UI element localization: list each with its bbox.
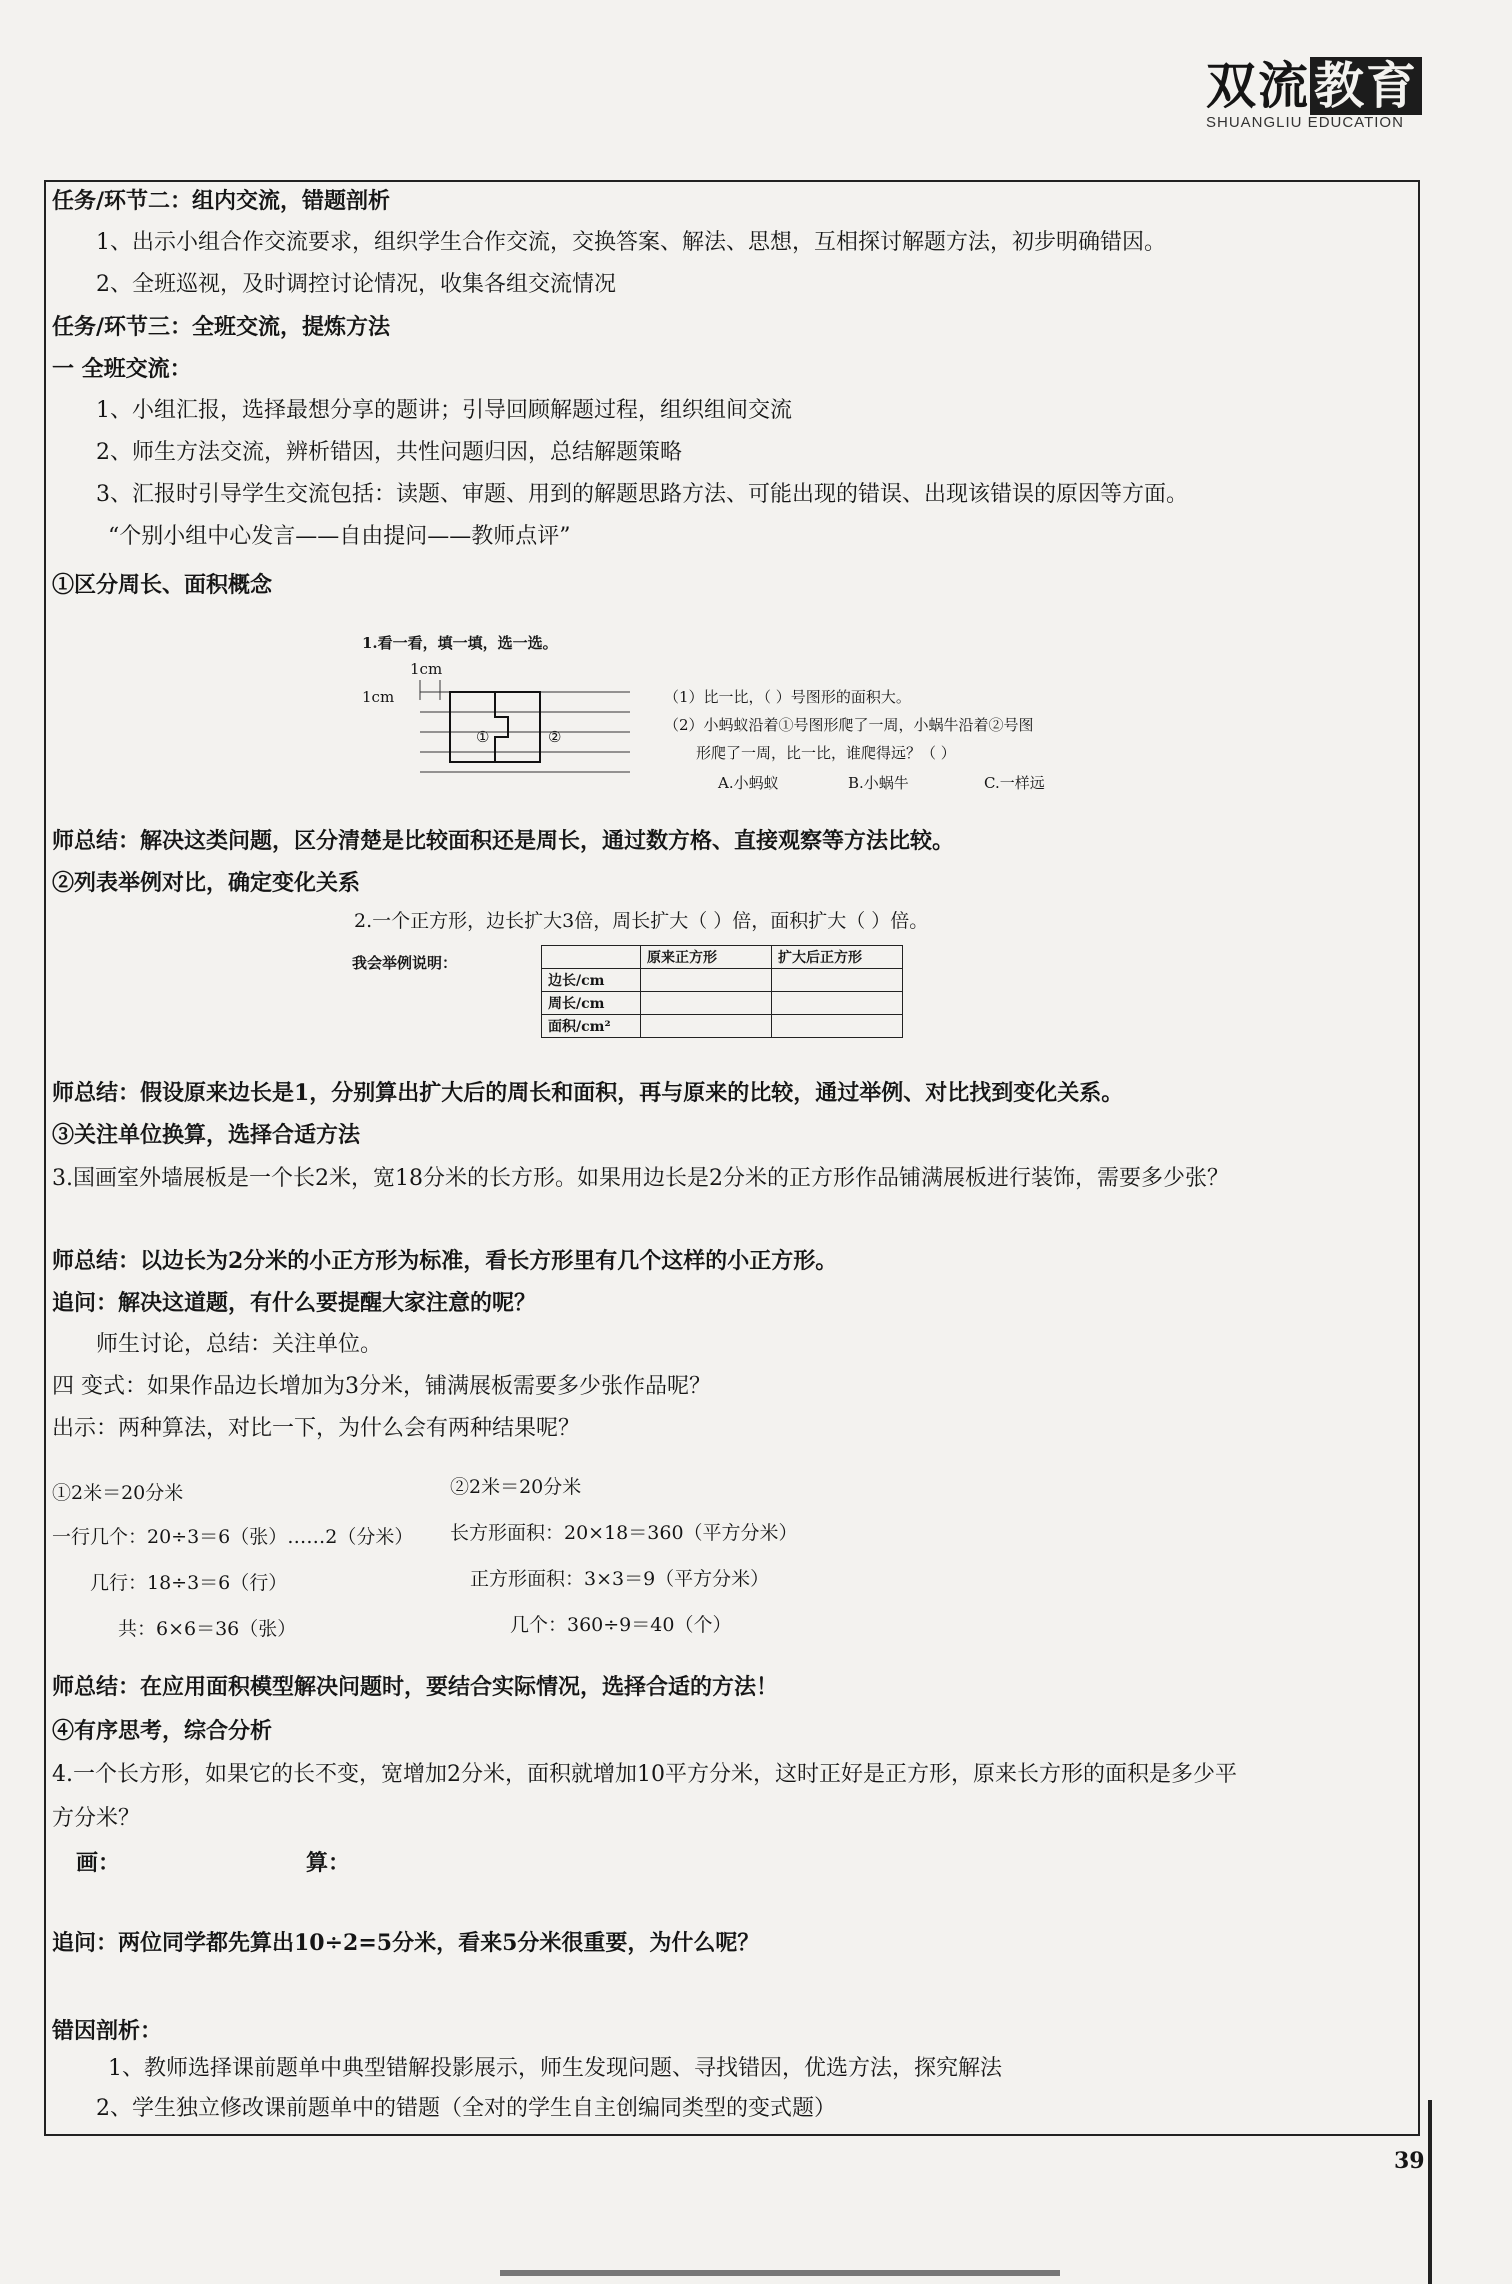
teacher-summary: 师总结：假设原来边长是1，分别算出扩大后的周长和面积，再与原来的比较，通过举例、对比找到变化关系。: [52, 1080, 1124, 1106]
follow-up-question: 追问：两位同学都先算出10÷2=5分米，看来5分米很重要，为什么呢？: [52, 1930, 760, 1956]
method-1-line: 几行：18÷3＝6（行）: [90, 1572, 288, 1594]
figure-question-2-cont: 形爬了一周，比一比，谁爬得远？（ ）: [696, 744, 956, 762]
error-analysis-heading: 错因剖析：: [52, 2018, 163, 2044]
topic-heading: ④有序思考，综合分析: [52, 1718, 273, 1744]
section-heading: 任务/环节三：全班交流，提炼方法: [52, 314, 391, 340]
quote-line: “个别小组中心发言——自由提问——教师点评”: [108, 524, 571, 549]
figure-question-2: （2）小蚂蚁沿着①号图形爬了一周，小蜗牛沿着②号图: [664, 716, 1034, 734]
shape-2-label: ②: [548, 728, 562, 746]
logo-text: 双流: [1206, 57, 1310, 115]
table-cell: [641, 992, 772, 1015]
method-1-line: 共：6×6＝36（张）: [118, 1618, 297, 1640]
method-1-line: ①2米＝20分米: [52, 1482, 184, 1504]
page-edge-bar: [1428, 2100, 1432, 2284]
topic-heading: ②列表举例对比，确定变化关系: [52, 870, 361, 896]
topic-heading: ①区分周长、面积概念: [52, 572, 273, 598]
topic-heading: ③关注单位换算，选择合适方法: [52, 1122, 361, 1148]
text-line: 3、汇报时引导学生交流包括：读题、审题、用到的解题思路方法、可能出现的错误、出现该错误的原因等方面。: [96, 482, 1189, 507]
text-line: 1、教师选择课前题单中典型错解投影展示，师生发现问题、寻找错因，优选方法，探究解法: [108, 2056, 1003, 2081]
table-cell: [772, 992, 903, 1015]
page-number: 39: [1394, 2148, 1425, 2174]
draw-label: 画：: [76, 1850, 121, 1876]
question-3: 3.国画室外墙展板是一个长2米，宽18分米的长方形。如果用边长是2分米的正方形作品铺满展板进行装饰，需要多少张？: [52, 1166, 1229, 1191]
table-cell: [641, 1015, 772, 1038]
text-line: 师生讨论，总结：关注单位。: [96, 1332, 383, 1357]
method-2-line: 长方形面积：20×18＝360（平方分米）: [450, 1522, 798, 1544]
teacher-summary: 师总结：在应用面积模型解决问题时，要结合实际情况，选择合适的方法！: [52, 1674, 779, 1700]
teacher-summary: 师总结：解决这类问题，区分清楚是比较面积还是周长，通过数方格、直接观察等方法比较。: [52, 828, 955, 854]
table-row-label: 边长/cm: [542, 969, 641, 992]
unit-label-top: 1cm: [410, 660, 443, 678]
example-table: [541, 945, 903, 1038]
grid-drawing: [400, 672, 640, 782]
brand-logo: [1206, 58, 1446, 131]
table-cell: [772, 1015, 903, 1038]
follow-up-question: 追问：解决这道题，有什么要提醒大家注意的呢？: [52, 1290, 537, 1316]
table-header: 原来正方形: [641, 946, 772, 969]
text-line: 2、师生方法交流，辨析错因，共性问题归因，总结解题策略: [96, 440, 682, 465]
unit-label-left: 1cm: [362, 688, 395, 706]
table-cell: [772, 969, 903, 992]
question-4-cont: 方分米？: [52, 1806, 141, 1831]
question-2: 2.一个正方形，边长扩大3倍，周长扩大（ ）倍，面积扩大（ ）倍。: [354, 910, 929, 932]
scan-edge: [500, 2270, 1060, 2276]
figure-title: 1.看一看，填一填，选一选。: [362, 634, 558, 652]
calc-label: 算：: [306, 1850, 351, 1876]
text-line: 2、学生独立修改课前题单中的错题（全对的学生自主创编同类型的变式题）: [96, 2096, 836, 2121]
table-row-label: 周长/cm: [542, 992, 641, 1015]
option-b: B.小蜗牛: [848, 774, 909, 792]
text-line: 2、全班巡视，及时调控讨论情况，收集各组交流情况: [96, 272, 616, 297]
figure-question-1: （1）比一比，（ ）号图形的面积大。: [664, 688, 911, 706]
shape-1-label: ①: [476, 728, 490, 746]
method-2-line: 正方形面积：3×3＝9（平方分米）: [470, 1568, 770, 1590]
text-line: 出示：两种算法，对比一下，为什么会有两种结果呢？: [52, 1416, 581, 1441]
example-label: 我会举例说明：: [352, 954, 458, 972]
text-line: 1、出示小组合作交流要求，组织学生合作交流，交换答案、解法、思想，互相探讨解题方法，初步明确错因。: [96, 230, 1167, 255]
table-row-label: 面积/cm²: [542, 1015, 641, 1038]
logo-subtitle: SHUANGLIU EDUCATION: [1206, 114, 1404, 131]
subheading: 一 全班交流：: [52, 356, 192, 382]
table-cell: [641, 969, 772, 992]
option-a: A.小蚂蚁: [718, 774, 779, 792]
lesson-frame: [44, 180, 1420, 2136]
logo-text-box: 教育: [1310, 57, 1422, 115]
question-4: 4.一个长方形，如果它的长不变，宽增加2分米，面积就增加10平方分米，这时正好是正方形，原来长方形的面积是多少平: [52, 1762, 1237, 1787]
method-2-line: 几个：360÷9＝40（个）: [510, 1614, 732, 1636]
teacher-summary: 师总结：以边长为2分米的小正方形为标准，看长方形里有几个这样的小正方形。: [52, 1248, 838, 1274]
variation-line: 四 变式：如果作品边长增加为3分米，铺满展板需要多少张作品呢？: [52, 1374, 711, 1399]
table-header: [542, 946, 641, 969]
table-header: 扩大后正方形: [772, 946, 903, 969]
method-2-line: ②2米＝20分米: [450, 1476, 582, 1498]
section-heading: 任务/环节二：组内交流，错题剖析: [52, 188, 391, 214]
option-c: C.一样远: [984, 774, 1045, 792]
text-line: 1、小组汇报，选择最想分享的题讲；引导回顾解题过程，组织组间交流: [96, 398, 792, 423]
method-1-line: 一行几个：20÷3＝6（张）……2（分米）: [52, 1526, 414, 1548]
